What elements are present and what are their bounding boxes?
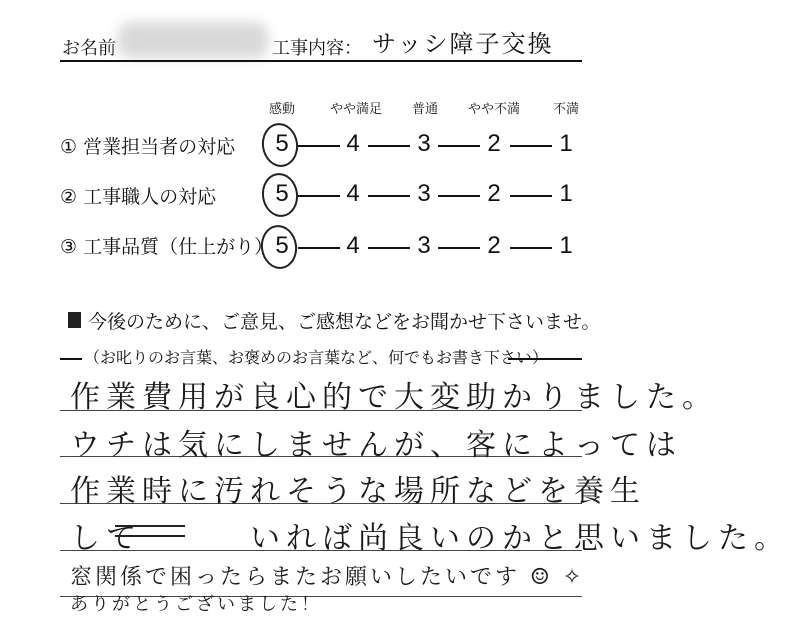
scale-number-4[interactable]: 4 (346, 232, 360, 259)
rating-label: ② 工事職人の対応 (60, 186, 217, 208)
scale-number-3[interactable]: 3 (417, 130, 431, 157)
scale-connector (510, 247, 552, 249)
comment-box-border (508, 358, 582, 360)
scale-number-3[interactable]: 3 (417, 232, 431, 259)
scale-connector (298, 195, 340, 197)
comment-line: 作業時に汚れそうな場所などを養生 (70, 474, 646, 509)
rating-label: ③ 工事品質（仕上がり） (60, 236, 274, 258)
scale-connector (438, 247, 480, 249)
scale-number-2[interactable]: 2 (487, 130, 501, 157)
comments-prompt: 今後のために、ご意見、ご感想などをお聞かせ下さいませ。 (88, 311, 601, 333)
scale-number-4[interactable]: 4 (346, 130, 360, 157)
scale-connector (368, 145, 410, 147)
scale-connector (368, 195, 410, 197)
scale-number-1[interactable]: 1 (559, 180, 573, 207)
scale-number-5[interactable]: 5 (275, 130, 289, 157)
bullet-square-icon (68, 312, 81, 328)
scale-heading-4: やや満足 (329, 102, 383, 117)
work-content-underline (270, 60, 582, 62)
scale-number-4[interactable]: 4 (346, 180, 360, 207)
scale-connector (298, 145, 340, 147)
scale-connector (510, 145, 552, 147)
crossed-out-text (115, 525, 185, 537)
scale-heading-1: 不満 (552, 102, 580, 117)
comment-line: 作業費用が良心的で大変助かりました。 (70, 380, 718, 415)
work-content-value: サッシ障子交換 (372, 30, 554, 58)
scale-connector (510, 195, 552, 197)
comments-sub-prompt: （お叱りのお言葉、お褒めのお言葉など、何でもお書き下さい） (84, 348, 549, 367)
comment-line: 窓関係で困ったらまたお願いしたいです ☺ ✧ (70, 565, 585, 590)
scale-number-2[interactable]: 2 (487, 232, 501, 259)
scale-heading-2: やや不満 (467, 102, 521, 117)
comment-box-border (60, 358, 82, 360)
work-content-label: 工事内容： (272, 38, 362, 59)
name-underline (60, 60, 270, 62)
scale-number-2[interactable]: 2 (487, 180, 501, 207)
scale-heading-3: 普通 (411, 102, 439, 117)
scale-number-5[interactable]: 5 (275, 180, 289, 207)
scale-number-3[interactable]: 3 (417, 180, 431, 207)
scale-connector (438, 195, 480, 197)
rating-label: ① 営業担当者の対応 (60, 136, 236, 158)
scale-number-1[interactable]: 1 (559, 130, 573, 157)
comment-line: ありがとうございました！ (70, 594, 322, 615)
scale-number-1[interactable]: 1 (559, 232, 573, 259)
scale-connector (298, 247, 340, 249)
scale-connector (438, 145, 480, 147)
comment-line: ウチは気にしませんが、客によっては (70, 428, 682, 463)
name-label: お名前 (62, 38, 116, 59)
redacted-name (118, 22, 268, 58)
comment-line: して いれば尚良いのかと思いました。 (70, 521, 790, 556)
scale-heading-5: 感動 (268, 102, 296, 117)
scale-number-5[interactable]: 5 (275, 232, 289, 259)
scale-connector (368, 247, 410, 249)
